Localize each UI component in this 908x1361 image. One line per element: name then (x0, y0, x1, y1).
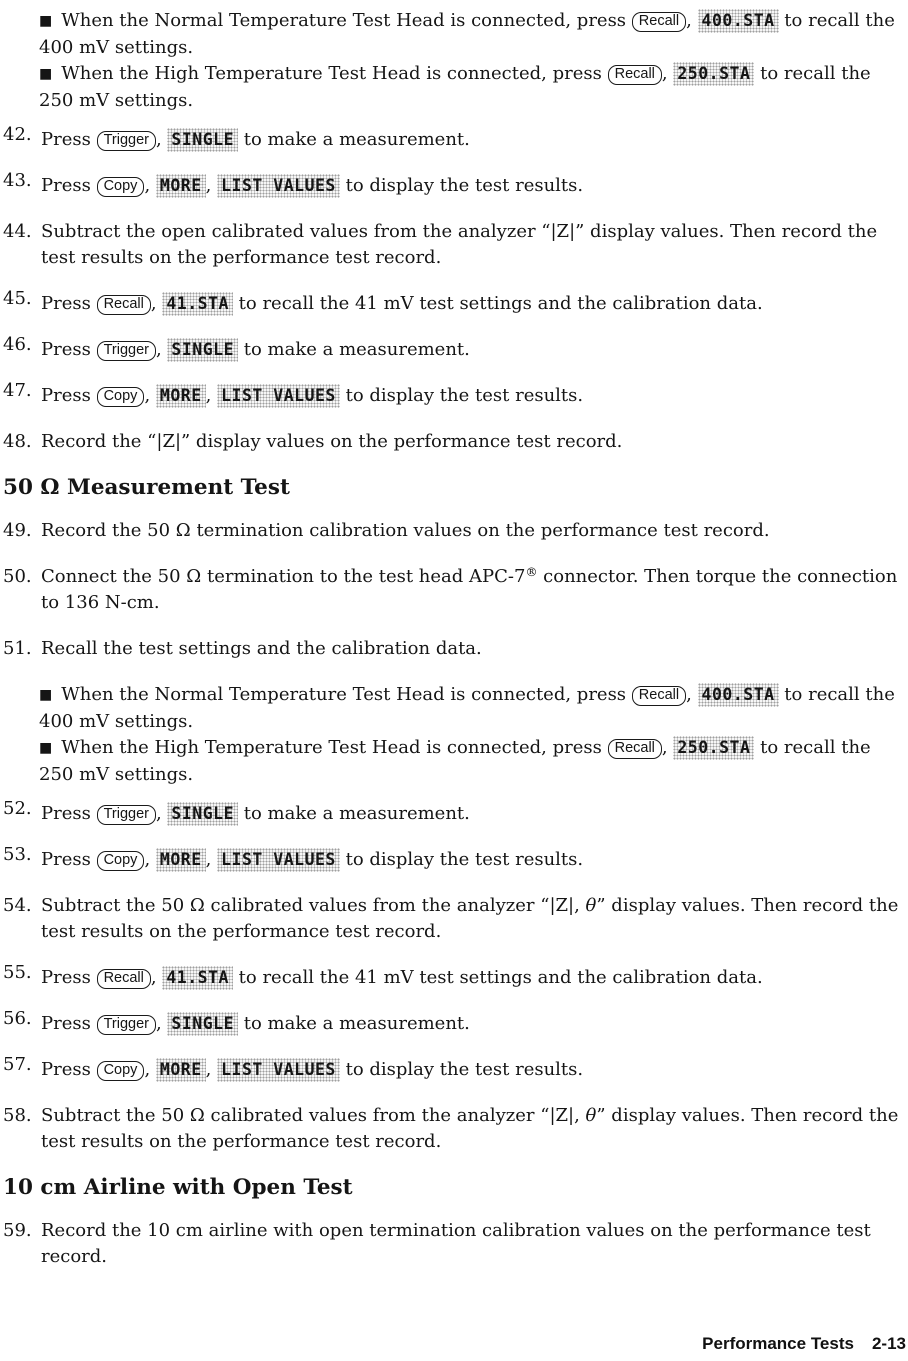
bullet-list (39, 682, 904, 788)
recall-key: Recall (97, 295, 151, 315)
step-text (41, 965, 904, 991)
step-number: 58. (3, 1105, 32, 1126)
text-run: , (205, 1059, 218, 1080)
text-run: , (686, 684, 698, 705)
text-run: , (150, 967, 163, 988)
step-number: 46. (3, 334, 32, 355)
step-49 (3, 518, 904, 544)
step-number: 45. (3, 288, 32, 309)
text-run: Connect the 50 Ω termination to the test head APC-7 (41, 566, 526, 587)
softkey-list-values: LIST VALUES (217, 1058, 340, 1082)
text-run: Record the 50 Ω termination calibration values on the performance test record. (41, 520, 770, 541)
softkey-list-values: LIST VALUES (217, 384, 340, 408)
page-footer (702, 1331, 906, 1357)
step-text (41, 291, 904, 317)
softkey-single: SINGLE (167, 338, 238, 362)
step-59 (3, 1218, 904, 1270)
softkey-list-values: LIST VALUES (217, 848, 340, 872)
step-53 (3, 844, 904, 873)
softkey-single: SINGLE (167, 1012, 238, 1036)
step-text (41, 801, 904, 827)
step-54 (3, 893, 904, 945)
step-text (41, 893, 904, 945)
trigger-key: Trigger (97, 131, 156, 151)
text-run: Record the “|Z|” display values on the performance test record. (41, 431, 623, 452)
text-run: ” display values. Then record the test results on the performance test record. (41, 895, 899, 942)
text-run: Press (41, 293, 97, 314)
recall-key: Recall (632, 12, 686, 32)
trigger-key: Trigger (97, 1015, 156, 1035)
text-run: , (150, 293, 163, 314)
copy-key: Copy (97, 387, 145, 407)
text-run: to recall the 41 mV test settings and the calibration data. (232, 967, 763, 988)
recall-key: Recall (608, 65, 662, 85)
text-run: , (205, 385, 218, 406)
text-run: Press (41, 849, 97, 870)
bullet-square-icon: ■ (39, 13, 53, 29)
step-45 (3, 288, 904, 317)
text-run: Press (41, 129, 97, 150)
step-text (41, 219, 904, 271)
step-text (41, 1103, 904, 1155)
step-number: 50. (3, 566, 32, 587)
step-text (41, 429, 904, 455)
text-run: When the Normal Temperature Test Head is connected, press (61, 10, 632, 31)
step-number: 51. (3, 638, 32, 659)
step-57 (3, 1054, 904, 1083)
bullet-text (39, 737, 871, 785)
text-run: Press (41, 385, 97, 406)
step-text (41, 1057, 904, 1083)
step-number: 55. (3, 962, 32, 983)
step-number: 59. (3, 1220, 32, 1241)
step-number: 42. (3, 124, 32, 145)
text-run: , (155, 1013, 168, 1034)
step-51 (3, 636, 904, 662)
step-number: 57. (3, 1054, 32, 1075)
text-run: connector. Then torque the connection to 136 N-cm. (41, 566, 898, 613)
text-run: to display the test results. (339, 849, 584, 870)
step-text (41, 127, 904, 153)
step-text (41, 847, 904, 873)
softkey-400-sta: 400.STA (698, 9, 779, 33)
step-number: 44. (3, 221, 32, 242)
step-50 (3, 564, 904, 616)
text-run: , (144, 175, 156, 196)
softkey-single: SINGLE (167, 802, 238, 826)
text-run: , (144, 1059, 156, 1080)
text-run: to make a measurement. (238, 339, 470, 360)
softkey-more: MORE (156, 848, 206, 872)
text-run: , (155, 803, 168, 824)
copy-key: Copy (97, 1061, 145, 1081)
step-number: 47. (3, 380, 32, 401)
text-run: to recall the 400 mV settings. (39, 10, 895, 58)
text-run: Press (41, 967, 97, 988)
step-text (41, 1011, 904, 1037)
text-run: , (144, 849, 156, 870)
bullet-list (39, 8, 904, 114)
step-number: 52. (3, 798, 32, 819)
bullet-item (39, 61, 904, 114)
recall-key: Recall (608, 739, 662, 759)
step-43 (3, 170, 904, 199)
text-run: to recall the 250 mV settings. (39, 737, 871, 785)
text-run: to display the test results. (339, 175, 584, 196)
softkey-more: MORE (156, 1058, 206, 1082)
text-run: to recall the 41 mV test settings and the calibration data. (232, 293, 763, 314)
softkey-more: MORE (156, 174, 206, 198)
step-42 (3, 124, 904, 153)
text-run: , (155, 339, 168, 360)
text-run: to make a measurement. (238, 803, 470, 824)
text-run: to display the test results. (339, 1059, 584, 1080)
bullet-square-icon: ■ (39, 740, 53, 756)
text-run: , (205, 849, 218, 870)
text-run: When the Normal Temperature Test Head is connected, press (61, 684, 632, 705)
step-text (41, 173, 904, 199)
text-run: Press (41, 803, 97, 824)
bullet-item (39, 682, 904, 735)
theta-symbol: θ (585, 895, 597, 916)
softkey-250-sta: 250.STA (673, 736, 754, 760)
softkey-400-sta: 400.STA (698, 683, 779, 707)
bullet-item (39, 8, 904, 61)
footer-section-title: Performance Tests (702, 1334, 854, 1353)
text-run: Subtract the 50 Ω calibrated values from the analyzer “|Z|, (41, 1105, 586, 1126)
step-text (41, 337, 904, 363)
step-text (41, 1218, 904, 1270)
softkey-single: SINGLE (167, 128, 238, 152)
bullet-text (39, 684, 895, 732)
recall-key: Recall (632, 686, 686, 706)
text-run: When the High Temperature Test Head is connected, press (61, 737, 608, 758)
bullet-text (39, 10, 895, 58)
step-number: 43. (3, 170, 32, 191)
text-run: Subtract the 50 Ω calibrated values from the analyzer “|Z|, (41, 895, 586, 916)
step-44 (3, 219, 904, 271)
copy-key: Copy (97, 851, 145, 871)
text-run: , (205, 175, 218, 196)
step-number: 54. (3, 895, 32, 916)
step-text (41, 383, 904, 409)
bullet-item (39, 735, 904, 788)
text-run: Press (41, 1059, 97, 1080)
theta-symbol: θ (585, 1105, 597, 1126)
bullet-square-icon: ■ (39, 66, 53, 82)
softkey-250-sta: 250.STA (673, 62, 754, 86)
text-run: Recall the test settings and the calibration data. (41, 638, 482, 659)
step-56 (3, 1008, 904, 1037)
step-number: 48. (3, 431, 32, 452)
step-48 (3, 429, 904, 455)
text-run: When the High Temperature Test Head is connected, press (61, 63, 608, 84)
step-46 (3, 334, 904, 363)
text-run: to make a measurement. (238, 129, 470, 150)
step-number: 49. (3, 520, 32, 541)
section-heading: 10 cm Airline with Open Test (3, 1175, 353, 1200)
bullet-square-icon: ■ (39, 687, 53, 703)
step-text (41, 636, 904, 662)
step-text (41, 564, 904, 616)
text-run: to recall the 400 mV settings. (39, 684, 895, 732)
softkey-41-sta: 41.STA (162, 966, 233, 990)
softkey-list-values: LIST VALUES (217, 174, 340, 198)
text-run: Press (41, 175, 97, 196)
text-run: Record the 10 cm airline with open termination calibration values on the performance test record. (41, 1220, 871, 1267)
section-heading: 50 Ω Measurement Test (3, 475, 290, 500)
text-run: ” display values. Then record the test results on the performance test record. (41, 1105, 899, 1152)
copy-key: Copy (97, 177, 145, 197)
text-run: , (686, 10, 698, 31)
bullet-text (39, 63, 871, 111)
step-text (41, 518, 904, 544)
step-number: 56. (3, 1008, 32, 1029)
footer-page-number: 2-13 (871, 1334, 906, 1353)
trigger-key: Trigger (97, 341, 156, 361)
softkey-41-sta: 41.STA (162, 292, 233, 316)
step-58 (3, 1103, 904, 1155)
text-run: Press (41, 1013, 97, 1034)
text-run: to display the test results. (339, 385, 584, 406)
text-run: to make a measurement. (238, 1013, 470, 1034)
text-run: , (144, 385, 156, 406)
softkey-more: MORE (156, 384, 206, 408)
step-47 (3, 380, 904, 409)
step-52 (3, 798, 904, 827)
step-number: 53. (3, 844, 32, 865)
text-run: , (155, 129, 168, 150)
recall-key: Recall (97, 969, 151, 989)
trigger-key: Trigger (97, 805, 156, 825)
registered-trademark-symbol: ® (525, 565, 538, 579)
text-run: to recall the 250 mV settings. (39, 63, 871, 111)
step-55 (3, 962, 904, 991)
text-run: , (661, 63, 674, 84)
text-run: Press (41, 339, 97, 360)
text-run: Subtract the open calibrated values from the analyzer “|Z|” display values. Then record the test results on the performance test record. (41, 221, 878, 268)
text-run: , (661, 737, 674, 758)
